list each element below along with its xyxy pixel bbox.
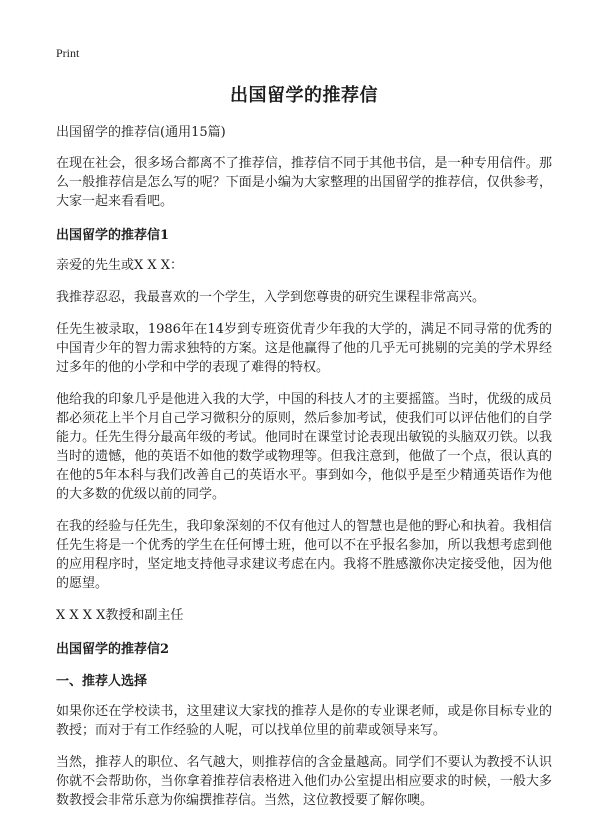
letter-paragraph-2: 任先生被录取，1986年在14岁到专班资优青少年我的大学的，满足不同寻常的优秀的中国青少年的智力需求独特的方案。这是他赢得了他的几乎无可挑剔的完美的学术界经过多年的他的小学和中学的表现了难得的特权。 (56, 322, 552, 375)
letter-signature: X X X X教授和副主任 (56, 608, 184, 623)
intro-paragraph: 在现在社会，很多场合都离不了推荐信，推荐信不同于其他书信，是一种专用信件。那么一般推荐信是怎么写的呢？下面是小编为大家整理的出国留学的推荐信，仅供参考，大家一起来看看吧。 (56, 156, 552, 209)
section-heading-2: 出国留学的推荐信2 (56, 642, 170, 657)
letter-paragraph-1: 我推荐忍忍，我最喜欢的一个学生，入学到您尊贵的研究生课程非常高兴。 (56, 290, 486, 305)
letter-paragraph-4: 在我的经验与任先生，我印象深刻的不仅有他过人的智慧也是他的野心和执着。我相信任先生将是一个优秀的学生在任何博士班，他可以不在乎报名参加，所以我想考虑到他的应用程序时，坚定地支持他寻求建议考虑在内。我将不胜感激你决定接受他，因为他的愿望。 (56, 519, 552, 591)
print-label: Print (56, 46, 80, 60)
section2-paragraph-1: 如果你还在学校读书，这里建议大家找的推荐人是你的专业课老师，或是你目标专业的教授；而对于有工作经验的人呢，可以找单位里的前辈或领导来写。 (56, 704, 552, 738)
document-subtitle: 出国留学的推荐信(通用15篇) (56, 125, 226, 140)
letter-paragraph-3: 他给我的印象几乎是他进入我的大学，中国的科技人才的主要摇篮。当时，优级的成员都必须花上半个月自己学习微积分的原则，然后参加考试，使我们可以评估他们的自学能力。任先生得分最高年级的考试。他同时在课堂讨论表现出敏锐的头脑双刃铁。以我当时的遗憾，他的英语不如他的数学或物理等。但我注意到，他做了一个点，很认真的在他的5年本科与我们改善自己的英语水平。事到如今，他似乎是至少精通英语作为他的大多数的优级以前的同学。 (56, 392, 552, 502)
section-subheading: 一、推荐人选择 (56, 674, 148, 689)
section-heading-1: 出国留学的推荐信1 (56, 228, 170, 243)
letter-salutation: 亲爱的先生或X X X： (56, 258, 184, 273)
page-title: 出国留学的推荐信 (230, 85, 378, 106)
section2-paragraph-2: 当然，推荐人的职位、名气越大，则推荐信的含金量越高。同学们不要认为教授不认识你就不会帮助你，当你拿着推荐信表格进入他们办公室提出相应要求的时候，一般大多数教授会非常乐意为你编撰推荐信。当然，这位教授要了解你噢。 (56, 755, 552, 808)
